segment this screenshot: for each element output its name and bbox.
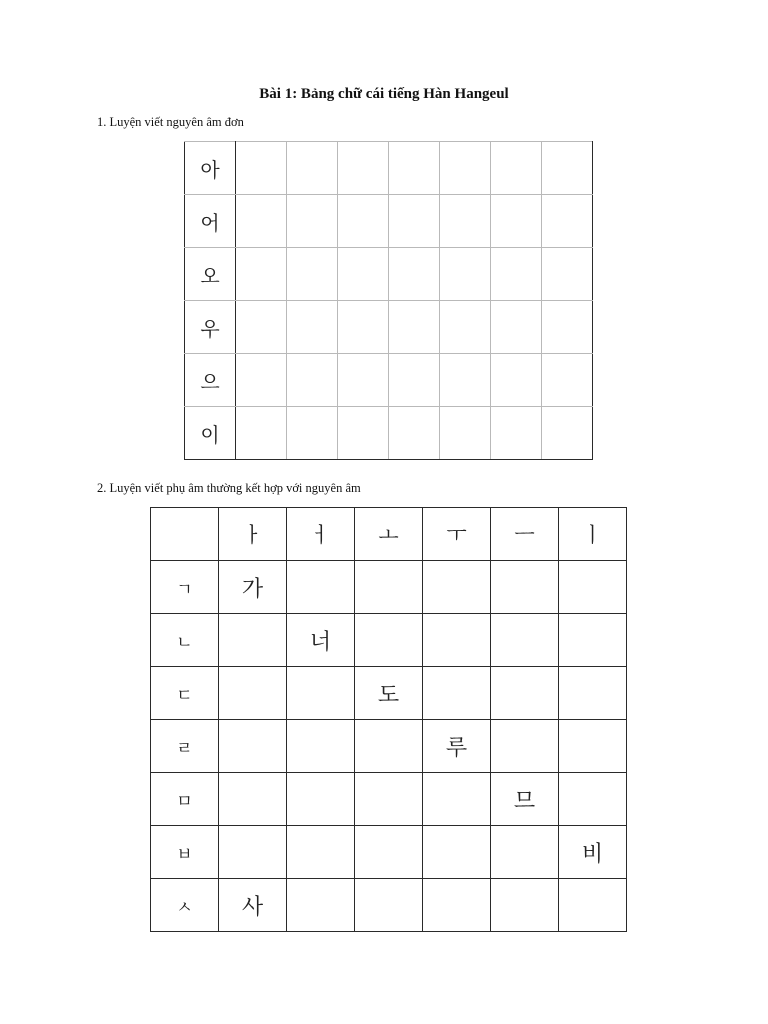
- practice-cell: [423, 879, 491, 932]
- section-2-label: 2. Luyện viết phụ âm thường kết hợp với nguyên âm: [97, 481, 361, 495]
- consonant-label: ㅅ: [151, 879, 219, 932]
- practice-cell: [287, 879, 355, 932]
- practice-cell: [491, 142, 542, 195]
- vowel-header-cell: ㅜ: [423, 508, 491, 561]
- practice-cell: [355, 826, 423, 879]
- practice-cell: [355, 614, 423, 667]
- vowel-row: [185, 142, 593, 195]
- consonant-row: [151, 561, 627, 614]
- vowel-header-cell: ㅣ: [559, 508, 627, 561]
- syllable-example: 루: [423, 720, 491, 773]
- syllable-example: 가: [219, 561, 287, 614]
- practice-cell: [389, 407, 440, 460]
- practice-cell: [389, 195, 440, 248]
- vowel-syllable: 으: [185, 354, 236, 407]
- practice-cell: [219, 773, 287, 826]
- practice-cell: [287, 773, 355, 826]
- practice-cell: [236, 407, 287, 460]
- vowel-header-row: [151, 508, 627, 561]
- practice-cell: [355, 879, 423, 932]
- practice-cell: [287, 407, 338, 460]
- practice-cell: [491, 879, 559, 932]
- practice-cell: [559, 720, 627, 773]
- practice-cell: [440, 354, 491, 407]
- practice-cell: [491, 301, 542, 354]
- practice-cell: [423, 561, 491, 614]
- vowel-row: [185, 195, 593, 248]
- consonant-label: ㄷ: [151, 667, 219, 720]
- vowel-syllable: 우: [185, 301, 236, 354]
- vowel-row: [185, 301, 593, 354]
- vowel-header-cell: ㅓ: [287, 508, 355, 561]
- practice-cell: [423, 773, 491, 826]
- practice-cell: [389, 142, 440, 195]
- consonant-label: ㄴ: [151, 614, 219, 667]
- syllable-example: 비: [559, 826, 627, 879]
- vowel-syllable: 오: [185, 248, 236, 301]
- practice-cell: [287, 248, 338, 301]
- practice-cell: [491, 667, 559, 720]
- practice-cell: [355, 561, 423, 614]
- practice-cell: [542, 248, 593, 301]
- practice-cell: [219, 720, 287, 773]
- practice-cell: [559, 879, 627, 932]
- practice-cell: [542, 301, 593, 354]
- practice-cell: [287, 826, 355, 879]
- practice-cell: [491, 248, 542, 301]
- vowel-header-cell: ㅏ: [219, 508, 287, 561]
- vowel-header-cell: ㅡ: [491, 508, 559, 561]
- practice-cell: [440, 248, 491, 301]
- practice-cell: [338, 407, 389, 460]
- syllable-example: 도: [355, 667, 423, 720]
- practice-cell: [219, 826, 287, 879]
- practice-cell: [491, 407, 542, 460]
- practice-cell: [287, 301, 338, 354]
- consonant-row: [151, 826, 627, 879]
- practice-cell: [559, 614, 627, 667]
- practice-cell: [491, 195, 542, 248]
- practice-cell: [423, 667, 491, 720]
- vowel-row: [185, 407, 593, 460]
- practice-cell: [338, 354, 389, 407]
- practice-cell: [559, 667, 627, 720]
- practice-cell: [219, 667, 287, 720]
- consonant-row: [151, 720, 627, 773]
- practice-cell: [491, 614, 559, 667]
- practice-cell: [236, 248, 287, 301]
- practice-cell: [440, 301, 491, 354]
- syllable-example: 사: [219, 879, 287, 932]
- practice-cell: [338, 301, 389, 354]
- consonant-row: [151, 879, 627, 932]
- practice-cell: [236, 354, 287, 407]
- practice-cell: [389, 248, 440, 301]
- practice-cell: [338, 195, 389, 248]
- consonant-row: [151, 667, 627, 720]
- practice-cell: [423, 826, 491, 879]
- vowel-syllable: 어: [185, 195, 236, 248]
- practice-cell: [287, 667, 355, 720]
- practice-cell: [542, 195, 593, 248]
- consonant-row: [151, 614, 627, 667]
- page-title: Bài 1: Bảng chữ cái tiếng Hàn Hangeul: [259, 86, 509, 102]
- section-1-label: 1. Luyện viết nguyên âm đơn: [97, 115, 244, 129]
- practice-cell: [491, 826, 559, 879]
- practice-cell: [491, 720, 559, 773]
- practice-cell: [236, 195, 287, 248]
- syllable-example: 너: [287, 614, 355, 667]
- vowel-practice-table: [184, 141, 593, 460]
- vowel-syllable: 이: [185, 407, 236, 460]
- practice-cell: [287, 195, 338, 248]
- practice-cell: [287, 720, 355, 773]
- practice-cell: [542, 354, 593, 407]
- syllable-example: 므: [491, 773, 559, 826]
- practice-cell: [389, 354, 440, 407]
- vowel-row: [185, 354, 593, 407]
- consonant-label: ㅁ: [151, 773, 219, 826]
- practice-cell: [355, 773, 423, 826]
- practice-cell: [423, 614, 491, 667]
- practice-cell: [287, 354, 338, 407]
- consonant-row: [151, 773, 627, 826]
- consonant-label: ㄹ: [151, 720, 219, 773]
- vowel-syllable: 아: [185, 142, 236, 195]
- practice-cell: [440, 142, 491, 195]
- practice-cell: [338, 142, 389, 195]
- practice-cell: [559, 773, 627, 826]
- practice-cell: [355, 720, 423, 773]
- corner-cell: [151, 508, 219, 561]
- practice-cell: [440, 407, 491, 460]
- vowel-header-cell: ㅗ: [355, 508, 423, 561]
- practice-cell: [389, 301, 440, 354]
- consonant-label: ㅂ: [151, 826, 219, 879]
- practice-cell: [440, 195, 491, 248]
- vowel-row: [185, 248, 593, 301]
- practice-cell: [559, 561, 627, 614]
- practice-cell: [219, 614, 287, 667]
- practice-cell: [491, 561, 559, 614]
- practice-cell: [236, 142, 287, 195]
- consonant-practice-table: [150, 507, 627, 932]
- practice-cell: [287, 142, 338, 195]
- consonant-label: ㄱ: [151, 561, 219, 614]
- practice-cell: [542, 407, 593, 460]
- practice-cell: [491, 354, 542, 407]
- practice-cell: [287, 561, 355, 614]
- practice-cell: [338, 248, 389, 301]
- practice-cell: [542, 142, 593, 195]
- practice-cell: [236, 301, 287, 354]
